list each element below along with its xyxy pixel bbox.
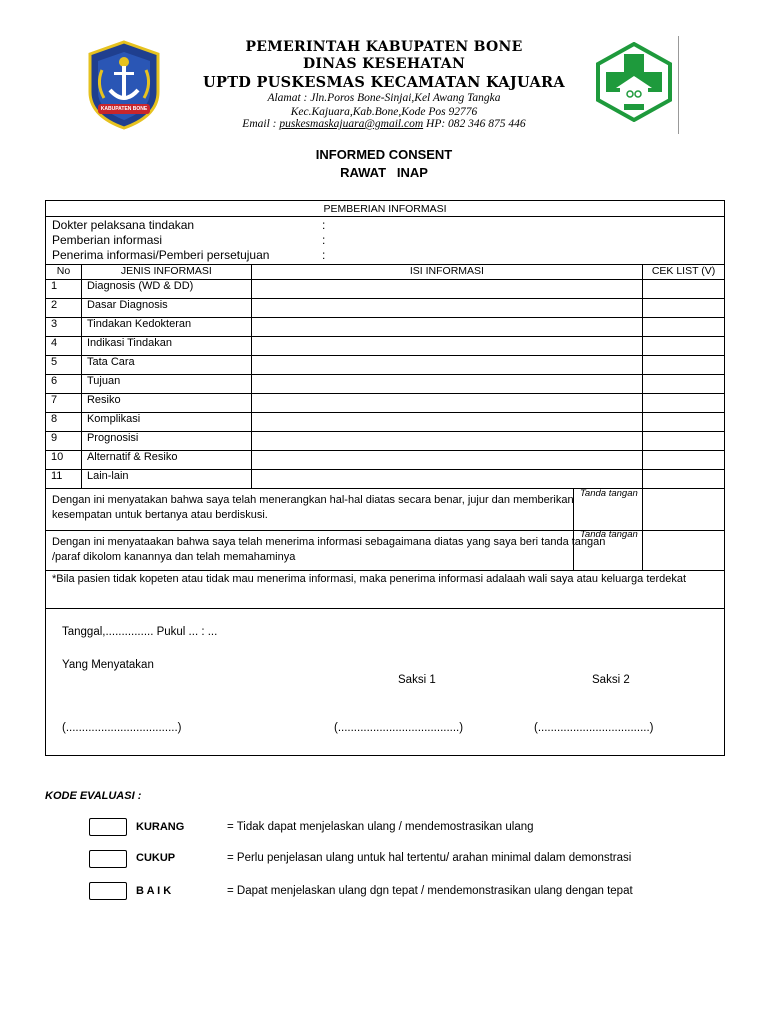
row-no: 3 [46,318,82,337]
section-title: PEMBERIAN INFORMASI [46,201,725,217]
signature-declarant[interactable]: (...................................) [62,722,182,734]
row-checkbox-cell[interactable] [643,413,725,432]
saksi-2-label: Saksi 2 [592,674,630,686]
info-field-label: Pemberian informasi [52,233,163,247]
row-no: 7 [46,394,82,413]
signature-section [46,609,725,756]
info-field-sep: : [322,218,326,232]
table-row [46,451,725,470]
header-address-1: Alamat : Jln.Poros Bone-Sinjai,Kel Awang Tangka [267,92,501,104]
table-row [46,375,725,394]
email-link[interactable]: puskesmaskajuara@gmail.com [279,118,424,130]
yang-menyatakan-label: Yang Menyatakan [62,659,154,671]
table-row [46,413,725,432]
table-row [46,318,725,337]
tanggal-line: Tanggal,............... Pukul ... : ... [62,626,218,638]
tanda-tangan-label-1: Tanda tangan [580,488,638,499]
table-row [46,280,725,299]
info-field [52,248,718,263]
row-jenis: Tata Cara [81,356,251,375]
kode-evaluasi-title: KODE EVALUASI : [45,790,142,802]
col-header-no: No [46,265,82,280]
row-no: 9 [46,432,82,451]
row-checkbox-cell[interactable] [643,318,725,337]
row-isi-cell[interactable] [251,451,642,470]
row-isi-cell[interactable] [251,432,642,451]
form-subtitle: RAWAT INAP [340,165,428,180]
info-fields [46,217,725,265]
col-header-jenis: JENIS INFORMASI [81,265,251,280]
row-jenis: Lain-lain [81,470,251,489]
row-jenis: Tujuan [81,375,251,394]
col-header-isi: ISI INFORMASI [251,265,642,280]
note-text: *Bila pasien tidak kopeten atau tidak mau menerima informasi, maka penerima informasi adalaah wali saya atau keluarga terdekat [46,571,725,609]
row-jenis: Indikasi Tindakan [81,337,251,356]
row-no: 8 [46,413,82,432]
header-address-2: Kec.Kajuara,Kab.Bone,Kode Pos 92776 [290,106,478,118]
row-checkbox-cell[interactable] [643,470,725,489]
kurang-checkbox[interactable] [89,818,127,836]
row-checkbox-cell[interactable] [643,451,725,470]
statement-patient: Dengan ini menyataakan bahwa saya telah menerima informasi sebagaimana diatas yang saya beri tanda tangan /paraf dikolom kanannya dan telah memahaminya [46,531,643,571]
row-isi-cell[interactable] [251,413,642,432]
signature-patient-cell[interactable] [643,531,725,571]
header-line-3: UPTD PUSKESMAS KECAMATAN KAJUARA [203,74,565,91]
row-checkbox-cell[interactable] [643,432,725,451]
kurang-label: KURANG [136,821,185,833]
table-row [46,470,725,489]
col-header-cek: CEK LIST (V) [643,265,725,280]
row-no: 6 [46,375,82,394]
row-isi-cell[interactable] [251,394,642,413]
phone-number: HP: 082 346 875 446 [426,118,526,130]
table-row [46,299,725,318]
baik-description: = Dapat menjelaskan ulang dgn tepat / mendemonstrasikan ulang dengan tepat [227,885,633,897]
signature-doctor-cell[interactable] [643,489,725,531]
tanda-tangan-label-2: Tanda tangan [580,529,638,540]
row-isi-cell[interactable] [251,356,642,375]
row-no: 10 [46,451,82,470]
row-jenis: Tindakan Kedokteran [81,318,251,337]
row-no: 1 [46,280,82,299]
row-checkbox-cell[interactable] [643,280,725,299]
statement-doctor: Dengan ini menyatakan bahwa saya telah menerangkan hal-hal diatas secara benar, jujur dan memberikan kesempatan untuk bertanya atau berdiskusi. [46,489,643,531]
email-label: Email : [242,118,277,130]
header-line-2: DINAS KESEHATAN [302,56,466,72]
row-jenis: Diagnosis (WD & DD) [81,280,251,299]
row-checkbox-cell[interactable] [643,394,725,413]
row-jenis: Dasar Diagnosis [81,299,251,318]
row-checkbox-cell[interactable] [643,356,725,375]
row-checkbox-cell[interactable] [643,299,725,318]
table-row [46,394,725,413]
row-no: 11 [46,470,82,489]
row-checkbox-cell[interactable] [643,337,725,356]
row-no: 5 [46,356,82,375]
table-row [46,337,725,356]
row-jenis: Komplikasi [81,413,251,432]
puskesmas-logo [594,42,674,122]
baik-label: B A I K [136,885,172,897]
row-isi-cell[interactable] [251,280,642,299]
info-field [52,233,718,248]
cukup-checkbox[interactable] [89,850,127,868]
table-row [46,432,725,451]
row-isi-cell[interactable] [251,299,642,318]
info-field-label: Penerima informasi/Pemberi persetujuan [52,248,270,262]
informed-consent-table [45,200,725,756]
header-divider [678,36,679,134]
row-isi-cell[interactable] [251,318,642,337]
row-checkbox-cell[interactable] [643,375,725,394]
saksi-1-label: Saksi 1 [398,674,436,686]
baik-checkbox[interactable] [89,882,127,900]
header-line-1: PEMERINTAH KABUPATEN BONE [245,39,523,55]
row-jenis: Alternatif & Resiko [81,451,251,470]
row-no: 2 [46,299,82,318]
row-isi-cell[interactable] [251,470,642,489]
cukup-description: = Perlu penjelasan ulang untuk hal tertentu/ arahan minimal dalam demonstrasi [227,852,632,864]
signature-saksi-1[interactable]: (......................................) [334,722,464,734]
cukup-label: CUKUP [136,852,176,864]
kurang-description: = Tidak dapat menjelaskan ulang / mendemostrasikan ulang [227,821,534,833]
signature-saksi-2[interactable]: (...................................) [534,722,654,734]
row-no: 4 [46,337,82,356]
row-isi-cell[interactable] [251,337,642,356]
info-field-sep: : [322,248,326,262]
info-field-label: Dokter pelaksana tindakan [52,218,195,232]
table-row [46,356,725,375]
row-jenis: Resiko [81,394,251,413]
info-field [52,218,718,233]
row-jenis: Prognosisi [81,432,251,451]
form-title: INFORMED CONSENT [315,147,453,162]
emblem-label: KABUPATEN BONE [100,106,148,112]
row-isi-cell[interactable] [251,375,642,394]
info-field-sep: : [322,233,326,247]
